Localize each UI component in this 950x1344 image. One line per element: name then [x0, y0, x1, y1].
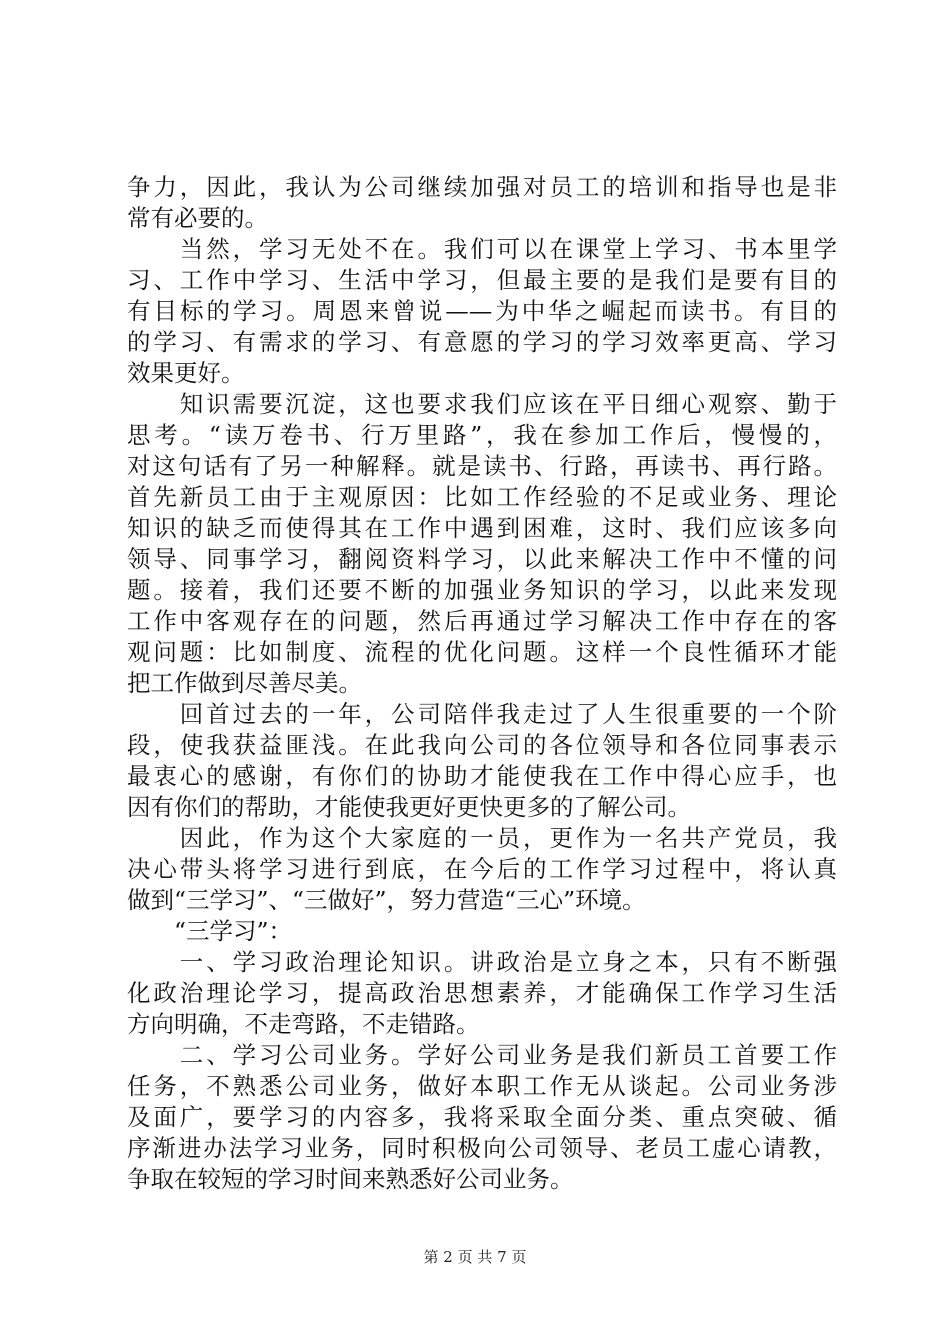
text-line: 争取在较短的学习时间来熟悉好公司业务。 [127, 1165, 574, 1193]
text-line: 化政治理论学习，提高政治思想素养，才能确保工作学习生活 [127, 979, 837, 1007]
text-line: 回首过去的一年，公司陪伴我走过了人生很重要的一个阶 [127, 700, 837, 728]
text-line: 题。接着，我们还要不断的加强业务知识的学习，以此来发现 [127, 576, 837, 604]
text-line: 效果更好。 [127, 359, 245, 387]
text-line: 决心带头将学习进行到底，在今后的工作学习过程中，将认真 [127, 855, 837, 883]
text-line: 有目标的学习。周恩来曾说——为中华之崛起而读书。有目的 [127, 297, 837, 325]
page-footer: 第 2 页 共 7 页 [423, 1248, 527, 1266]
text-line: 及面广，要学习的内容多，我将采取全面分类、重点突破、循 [127, 1103, 837, 1131]
text-line: 当然，学习无处不在。我们可以在课堂上学习、书本里学 [127, 235, 837, 263]
text-line: 最衷心的感谢，有你们的协助才能使我在工作中得心应手，也 [127, 762, 837, 790]
text-line: 观问题：比如制度、流程的优化问题。这样一个良性循环才能 [127, 638, 837, 666]
text-line: 知识需要沉淀，这也要求我们应该在平日细心观察、勤于 [127, 390, 837, 418]
text-line: 对这句话有了另一种解释。就是读书、行路，再读书、再行路。 [127, 452, 837, 480]
text-line: 领导、同事学习，翻阅资料学习，以此来解决工作中不懂的问 [127, 545, 837, 573]
text-line: 因此，作为这个大家庭的一员，更作为一名共产党员，我 [127, 824, 837, 852]
text-line: 因有你们的帮助，才能使我更好更快更多的了解公司。 [127, 793, 691, 821]
body-text [127, 172, 837, 1195]
text-line: 的学习、有需求的学习、有意愿的学习的学习效率更高、学习 [127, 328, 837, 356]
text-line: “三学习”： [127, 917, 293, 945]
text-line: 把工作做到尽善尽美。 [127, 669, 362, 697]
text-line: 争力，因此，我认为公司继续加强对员工的培训和指导也是非 [127, 173, 837, 201]
text-line: 一、学习政治理论知识。讲政治是立身之本，只有不断强 [127, 948, 837, 976]
text-line: 方向明确，不走弯路，不走错路。 [127, 1010, 480, 1038]
text-line: 做到“三学习”、“三做好”，努力营造“三心”环境。 [127, 886, 646, 914]
text-line: 工作中客观存在的问题，然后再通过学习解决工作中存在的客 [127, 607, 837, 635]
text-line: 思考。“读万卷书、行万里路”，我在参加工作后，慢慢的， [127, 421, 837, 449]
text-line: 序渐进办法学习业务，同时积极向公司领导、老员工虚心请教， [127, 1134, 837, 1162]
text-line: 习、工作中学习、生活中学习，但最主要的是我们是要有目的 [127, 266, 837, 294]
text-line: 首先新员工由于主观原因：比如工作经验的不足或业务、理论 [127, 483, 837, 511]
text-line: 任务，不熟悉公司业务，做好本职工作无从谈起。公司业务涉 [127, 1072, 837, 1100]
text-line: 知识的缺乏而使得其在工作中遇到困难，这时、我们应该多向 [127, 514, 837, 542]
text-line: 常有必要的。 [127, 204, 268, 232]
text-line: 段，使我获益匪浅。在此我向公司的各位领导和各位同事表示 [127, 731, 837, 759]
text-line: 二、学习公司业务。学好公司业务是我们新员工首要工作 [127, 1041, 837, 1069]
